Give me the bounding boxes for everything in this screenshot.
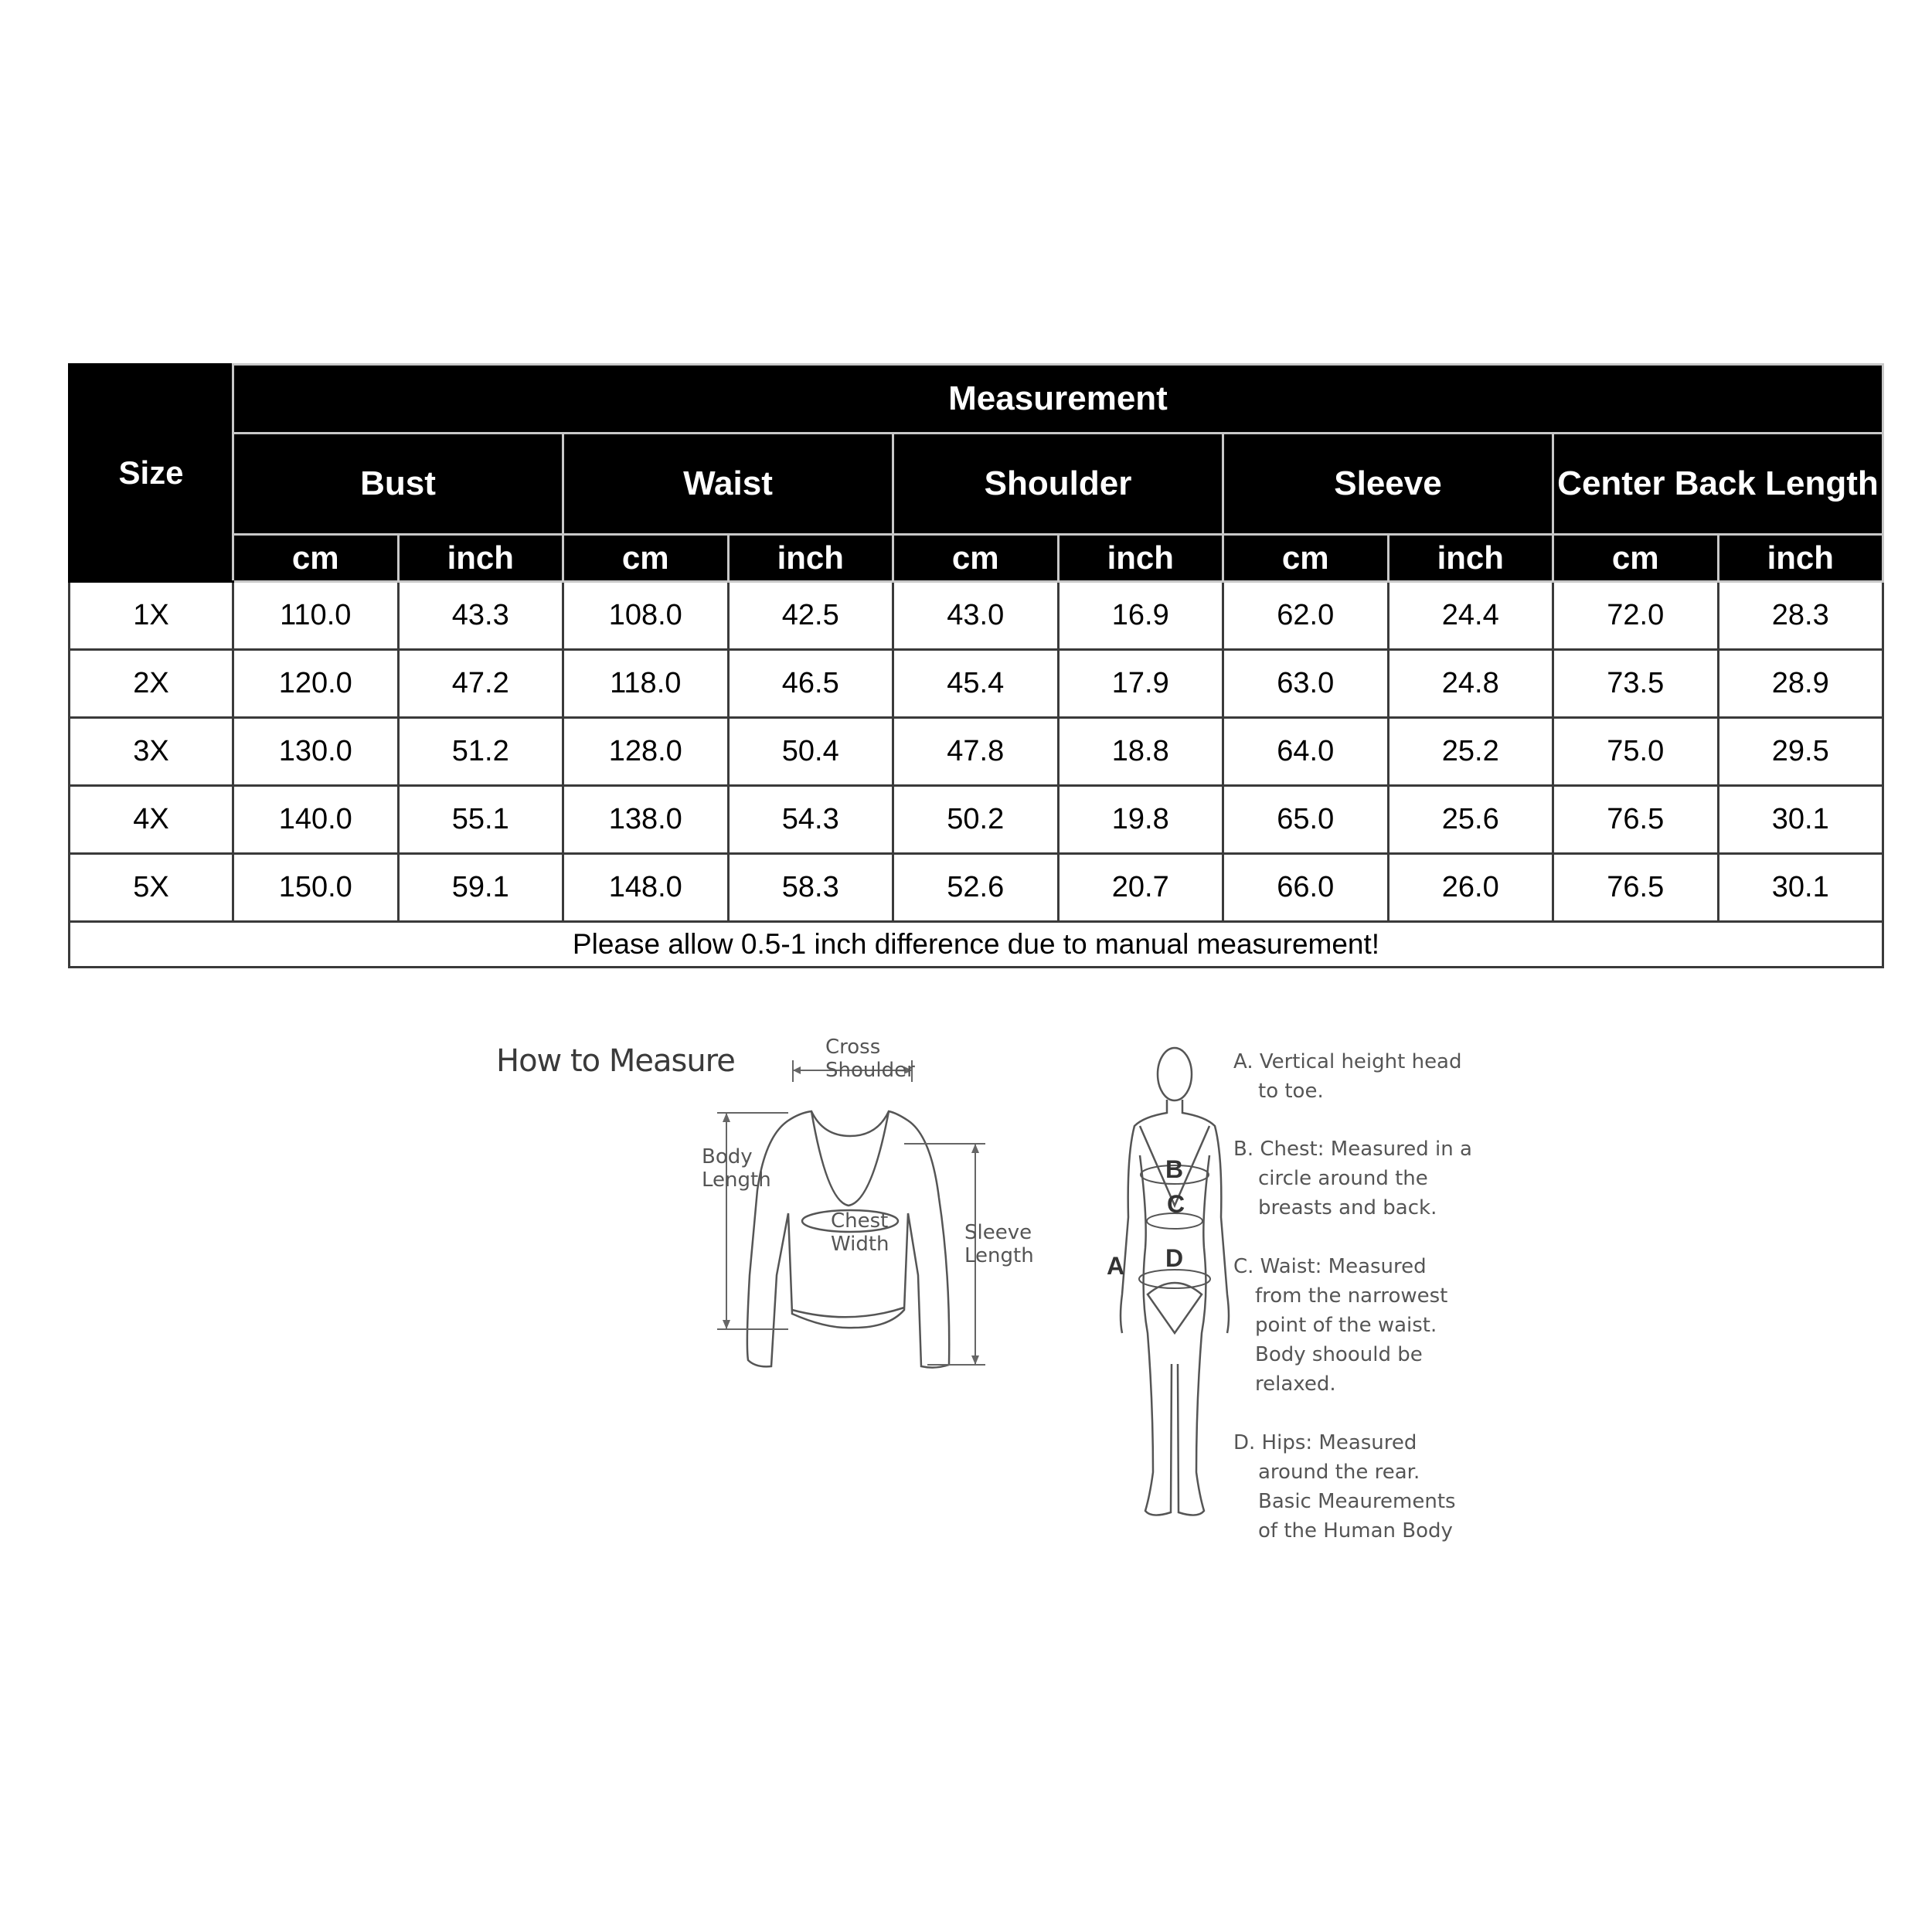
unit-header-cm: cm	[233, 535, 399, 582]
table-row	[70, 718, 1883, 786]
value-cell: 24.4	[1388, 582, 1553, 650]
chest-width-label: Chest Width	[831, 1209, 889, 1256]
value-cell: 59.1	[398, 854, 563, 922]
size-cell: 5X	[70, 854, 233, 922]
value-cell: 150.0	[233, 854, 399, 922]
value-cell: 28.9	[1718, 650, 1883, 718]
value-cell: 50.2	[893, 786, 1059, 854]
unit-header-inch: inch	[1388, 535, 1553, 582]
value-cell: 62.0	[1223, 582, 1389, 650]
value-cell: 25.6	[1388, 786, 1553, 854]
value-cell: 52.6	[893, 854, 1059, 922]
size-cell: 3X	[70, 718, 233, 786]
value-cell: 148.0	[563, 854, 729, 922]
value-cell: 42.5	[728, 582, 893, 650]
value-cell: 75.0	[1553, 718, 1719, 786]
value-cell: 43.0	[893, 582, 1059, 650]
value-cell: 30.1	[1718, 786, 1883, 854]
value-cell: 18.8	[1058, 718, 1223, 786]
unit-header-cm: cm	[1223, 535, 1389, 582]
value-cell: 47.2	[398, 650, 563, 718]
body-letter-a: A	[1107, 1252, 1125, 1280]
note-d: D. Hips: Measured around the rear. Basic Meaurements of the Human Body	[1233, 1431, 1456, 1543]
value-cell: 19.8	[1058, 786, 1223, 854]
body-length-label: Body Length	[702, 1145, 771, 1192]
value-cell: 25.2	[1388, 718, 1553, 786]
value-cell: 47.8	[893, 718, 1059, 786]
unit-header-inch: inch	[398, 535, 563, 582]
size-cell: 1X	[70, 582, 233, 650]
unit-header-cm: cm	[893, 535, 1059, 582]
size-chart-table	[68, 363, 1884, 968]
how-to-measure-guide	[479, 1020, 1484, 1561]
value-cell: 43.3	[398, 582, 563, 650]
value-cell: 63.0	[1223, 650, 1389, 718]
value-cell: 138.0	[563, 786, 729, 854]
value-cell: 58.3	[728, 854, 893, 922]
value-cell: 50.4	[728, 718, 893, 786]
value-cell: 54.3	[728, 786, 893, 854]
table-row	[70, 854, 1883, 922]
value-cell: 118.0	[563, 650, 729, 718]
group-header-center-back-length: Center Back Length	[1553, 434, 1883, 535]
group-header-sleeve: Sleeve	[1223, 434, 1553, 535]
unit-header-cm: cm	[1553, 535, 1719, 582]
measurement-note: Please allow 0.5-1 inch difference due to manual measurement!	[70, 922, 1883, 968]
value-cell: 72.0	[1553, 582, 1719, 650]
unit-header-row	[70, 535, 1883, 582]
value-cell: 128.0	[563, 718, 729, 786]
value-cell: 24.8	[1388, 650, 1553, 718]
unit-header-cm: cm	[563, 535, 729, 582]
group-header-bust: Bust	[233, 434, 563, 535]
value-cell: 120.0	[233, 650, 399, 718]
value-cell: 45.4	[893, 650, 1059, 718]
note-b: B. Chest: Measured in a circle around the breasts and back.	[1233, 1138, 1472, 1219]
sleeve-length-label: Sleeve Length	[964, 1221, 1034, 1267]
value-cell: 20.7	[1058, 854, 1223, 922]
value-cell: 26.0	[1388, 854, 1553, 922]
unit-header-inch: inch	[1058, 535, 1223, 582]
table-body	[70, 582, 1883, 922]
table-row	[70, 786, 1883, 854]
body-letter-d: D	[1165, 1244, 1184, 1272]
note-a: A. Vertical height head to toe.	[1233, 1050, 1462, 1103]
note-c: C. Waist: Measured from the narrowest point of the waist. Body shoould be relaxed.	[1233, 1255, 1448, 1396]
guide-title: How to Measure	[496, 1043, 735, 1079]
value-cell: 76.5	[1553, 854, 1719, 922]
value-cell: 51.2	[398, 718, 563, 786]
size-cell: 2X	[70, 650, 233, 718]
value-cell: 76.5	[1553, 786, 1719, 854]
body-letter-c: C	[1167, 1190, 1185, 1218]
value-cell: 64.0	[1223, 718, 1389, 786]
cross-shoulder-label: Cross Shoulder	[825, 1036, 915, 1082]
value-cell: 66.0	[1223, 854, 1389, 922]
value-cell: 46.5	[728, 650, 893, 718]
body-letter-b: B	[1165, 1155, 1184, 1183]
group-header-waist: Waist	[563, 434, 893, 535]
unit-header-inch: inch	[1718, 535, 1883, 582]
measurement-header: Measurement	[233, 365, 1883, 434]
value-cell: 29.5	[1718, 718, 1883, 786]
size-header: Size	[70, 365, 233, 582]
size-cell: 4X	[70, 786, 233, 854]
value-cell: 17.9	[1058, 650, 1223, 718]
value-cell: 30.1	[1718, 854, 1883, 922]
value-cell: 108.0	[563, 582, 729, 650]
value-cell: 55.1	[398, 786, 563, 854]
table-row	[70, 650, 1883, 718]
value-cell: 28.3	[1718, 582, 1883, 650]
value-cell: 65.0	[1223, 786, 1389, 854]
value-cell: 110.0	[233, 582, 399, 650]
table-row	[70, 582, 1883, 650]
group-header-shoulder: Shoulder	[893, 434, 1223, 535]
human-body-figure	[1105, 1039, 1244, 1549]
group-header-row	[70, 434, 1883, 535]
value-cell: 73.5	[1553, 650, 1719, 718]
unit-header-inch: inch	[728, 535, 893, 582]
value-cell: 130.0	[233, 718, 399, 786]
value-cell: 16.9	[1058, 582, 1223, 650]
value-cell: 140.0	[233, 786, 399, 854]
